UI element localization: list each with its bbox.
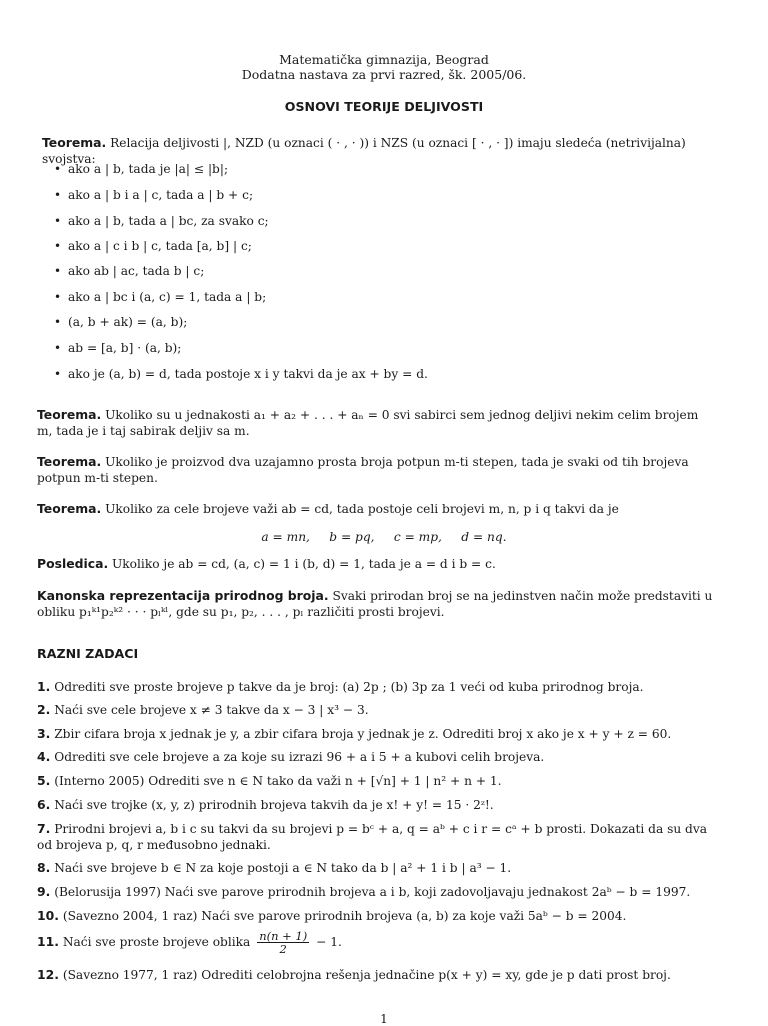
- fraction-denominator: 2: [279, 942, 287, 956]
- list-item: ako a | b, tada a | bc, za svako c;: [68, 214, 269, 228]
- definition-label: Kanonska reprezentacija prirodnog broja.: [37, 588, 329, 603]
- problem-item: [37, 726, 717, 742]
- bullet-icon: •: [54, 315, 62, 329]
- list-item: ako a | b, tada je |a| ≤ |b|;: [68, 162, 229, 176]
- bullet-icon: •: [54, 188, 62, 202]
- problem-number: 1.: [37, 679, 51, 694]
- page-number: 1: [380, 1012, 388, 1026]
- theorem-2: [37, 407, 717, 439]
- theorem-4: [37, 501, 717, 517]
- problem-text: Naći sve proste brojeve oblika: [58, 935, 255, 949]
- problem-number: 10.: [37, 908, 59, 923]
- problem-number: 2.: [37, 702, 51, 717]
- problem-item: [37, 797, 717, 813]
- problem-item: [37, 884, 717, 900]
- problem-number: 11.: [37, 934, 59, 949]
- problem-item: [37, 773, 717, 789]
- theorem-label: Teorema.: [37, 407, 102, 422]
- theorem-text: Ukoliko je proizvod dva uzajamno prosta broja potpun m-ti stepen, tada je svaki od tih brojeva potpun m-ti stepen.: [37, 455, 689, 485]
- theorem-label: Teorema.: [37, 501, 102, 516]
- bullet-icon: •: [54, 367, 62, 381]
- canonical-representation: [37, 588, 717, 620]
- problem-item: [37, 702, 717, 718]
- problem-text: Naći sve brojeve b ∈ N za koje postoji a ∈ N tako da b | a² + 1 i b | a³ − 1.: [50, 861, 512, 875]
- problem-number: 9.: [37, 884, 51, 899]
- list-item: ab = [a, b] · (a, b);: [68, 341, 182, 355]
- list-item: ako a | b i a | c, tada a | b + c;: [68, 188, 254, 202]
- problem-text: (Interno 2005) Odrediti sve n ∈ N tako da važi n + [√n] + 1 | n² + n + 1.: [50, 774, 502, 788]
- section-title: RAZNI ZADACI: [37, 646, 139, 661]
- theorem-text: Ukoliko su u jednakosti a₁ + a₂ + . . . + aₙ = 0 svi sabirci sem jednog deljivi nekim celim brojem m, tada je i taj sabirak deljiv sa m.: [37, 408, 699, 438]
- bullet-icon: •: [54, 214, 62, 228]
- problem-number: 3.: [37, 726, 51, 741]
- school-name: Matematička gimnazija, Beograd: [279, 52, 489, 67]
- problem-number: 4.: [37, 749, 51, 764]
- problem-text: Naći sve cele brojeve x ≠ 3 takve da x − 3 | x³ − 3.: [50, 703, 369, 717]
- problem-text: Naći sve trojke (x, y, z) prirodnih brojeva takvih da je x! + y! = 15 · 2ᶻ!.: [50, 798, 494, 812]
- bullet-icon: •: [54, 162, 62, 176]
- problem-number: 7.: [37, 821, 51, 836]
- problem-text: (Savezno 2004, 1 raz) Naći sve parove prirodnih brojeva (a, b) za koje važi 5aᵇ − b = 2004.: [58, 909, 627, 923]
- theorem-label: Teorema.: [37, 454, 102, 469]
- problem-text: Prirodni brojevi a, b i c su takvi da su brojevi p = bᶜ + a, q = aᵇ + c i r = cᵃ + b prosti. Dokazati da su dva od brojeva p, q, r međusobno jednaki.: [37, 822, 708, 852]
- definition-text: Svaki prirodan broj se na jedinstven način može predstaviti u obliku p₁ᵏ¹p₂ᵏ² · · · pₗᵏˡ, gde su p₁, p₂, . . . , pₗ različiti prosti brojevi.: [37, 589, 713, 619]
- problem-text-end: − 1.: [312, 935, 342, 949]
- problem-number: 12.: [37, 967, 59, 982]
- document-title: OSNOVI TEORIJE DELJIVOSTI: [284, 99, 484, 114]
- problem-item: [37, 930, 717, 955]
- list-item: ako ab | ac, tada b | c;: [68, 264, 205, 278]
- corollary-text: Ukoliko je ab = cd, (a, c) = 1 i (b, d) = 1, tada je a = d i b = c.: [108, 557, 496, 571]
- problem-text: (Belorusija 1997) Naći sve parove prirodnih brojeva a i b, koji zadovoljavaju jednakost 2aᵇ − b = 1997.: [50, 885, 691, 899]
- theorem-text: Relacija deljivosti |, NZD (u oznaci ( · , · )) i NZS (u oznaci [ · , · ]) imaju sledeća (netrivijalna) svojstva:: [42, 136, 686, 166]
- bullet-icon: •: [54, 341, 62, 355]
- theorem-text: Ukoliko za cele brojeve važi ab = cd, tada postoje celi brojevi m, n, p i q takvi da je: [101, 502, 619, 516]
- list-item: ako a | c i b | c, tada [a, b] | c;: [68, 239, 252, 253]
- problem-item: [37, 967, 717, 983]
- fraction: [257, 930, 309, 955]
- problem-item: [37, 821, 717, 853]
- list-item: ako a | bc i (a, c) = 1, tada a | b;: [68, 290, 267, 304]
- problem-number: 5.: [37, 773, 51, 788]
- problem-item: [37, 679, 717, 695]
- corollary-label: Posledica.: [37, 556, 109, 571]
- problem-item: [37, 908, 717, 924]
- list-item: (a, b + ak) = (a, b);: [68, 315, 188, 329]
- problem-item: [37, 749, 717, 765]
- problem-text: Odrediti sve proste brojeve p takve da je broj: (a) 2p ; (b) 3p za 1 veći od kuba prirodnog broja.: [50, 680, 644, 694]
- problem-text: Odrediti sve cele brojeve a za koje su izrazi 96 + a i 5 + a kubovi celih brojeva.: [50, 750, 545, 764]
- bullet-icon: •: [54, 239, 62, 253]
- corollary: [37, 556, 717, 572]
- problem-text: (Savezno 1977, 1 raz) Odrediti celobrojna rešenja jednačine p(x + y) = xy, gde je p dati prost broj.: [58, 968, 671, 982]
- problem-number: 6.: [37, 797, 51, 812]
- problem-number: 8.: [37, 860, 51, 875]
- theorem-label: Teorema.: [42, 135, 107, 150]
- list-item: ako je (a, b) = d, tada postoje x i y takvi da je ax + by = d.: [68, 367, 428, 381]
- problem-item: [37, 860, 717, 876]
- bullet-icon: •: [54, 264, 62, 278]
- display-formula: a = mn, b = pq, c = mp, d = nq.: [261, 530, 507, 544]
- course-info: Dodatna nastava za prvi razred, šk. 2005/06.: [241, 67, 527, 82]
- problem-text: Zbir cifara broja x jednak je y, a zbir cifara broja y jednak je z. Odrediti broj x ako je x + y + z = 60.: [50, 727, 672, 741]
- fraction-numerator: n(n + 1): [259, 929, 308, 943]
- theorem-3: [37, 454, 717, 486]
- bullet-icon: •: [54, 290, 62, 304]
